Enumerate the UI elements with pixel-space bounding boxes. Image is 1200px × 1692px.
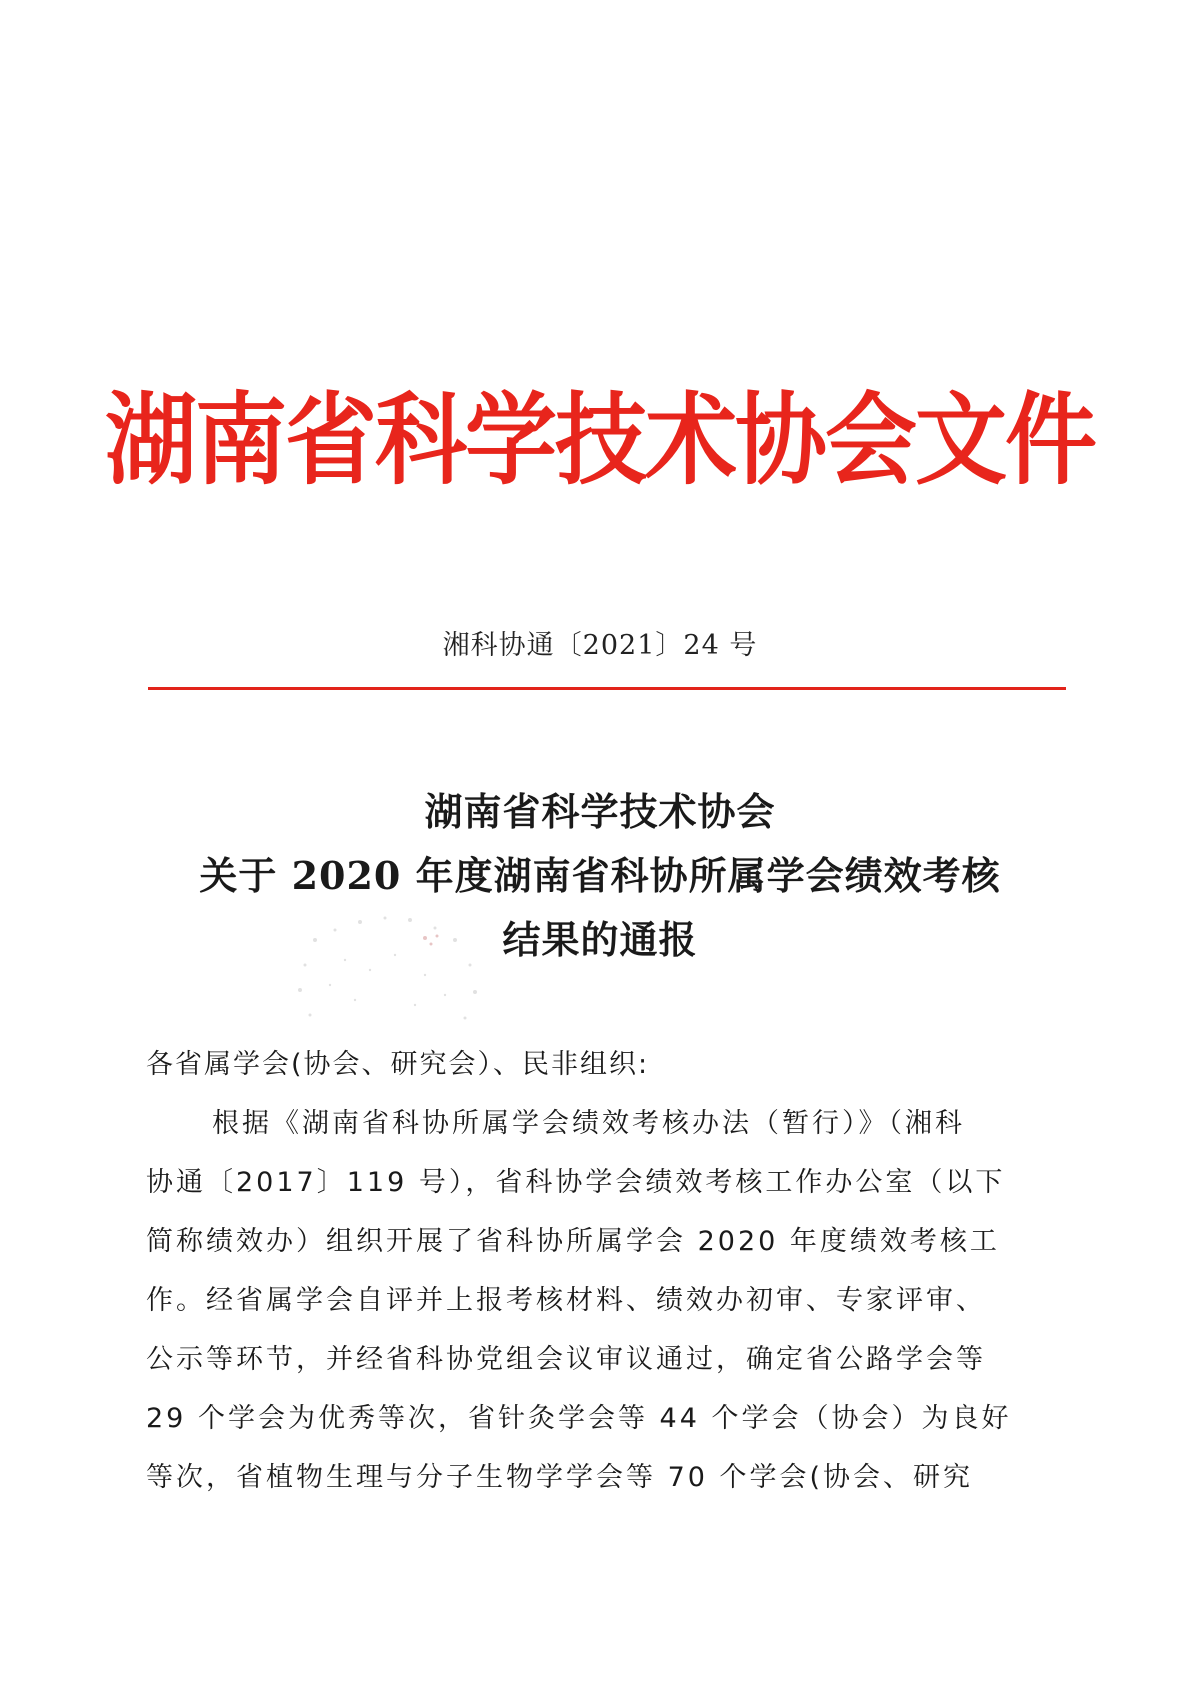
title-line-1: 湖南省科学技术协会: [424, 789, 776, 834]
salutation: 各省属学会(协会、研究会）、民非组织:: [146, 1049, 650, 1080]
body-line: 作。经省属学会自评并上报考核材料、绩效办初审、专家评审、: [146, 1285, 986, 1316]
body-line: 等次，省植物生理与分子生物学学会等 70 个学会(协会、研究: [146, 1462, 974, 1493]
body-line: 29 个学会为优秀等次，省针灸学会等 44 个学会（协会）为良好: [146, 1403, 1012, 1434]
body-line: 简称绩效办）组织开展了省科协所属学会 2020 年度绩效考核工: [146, 1226, 1000, 1257]
body-text: [146, 1035, 1066, 1507]
title-line-3: 结果的通报: [502, 917, 698, 962]
body-line: 根据《湖南省科协所属学会绩效考核办法（暂行）》（湘科: [212, 1108, 965, 1139]
body-line: 公示等环节，并经省科协党组会议审议通过，确定省公路学会等: [146, 1344, 986, 1375]
body-line: 协通〔2017〕119 号），省科协学会绩效考核工作办公室（以下: [146, 1167, 1006, 1198]
letterhead-title: 湖南省科学技术协会文件: [104, 381, 1095, 499]
document-title: [0, 780, 1200, 972]
red-divider-rule: [148, 687, 1066, 690]
title-line-2: 关于 2020 年度湖南省科协所属学会绩效考核: [199, 853, 1001, 898]
document-number: 湘科协通〔2021〕24 号: [442, 630, 758, 661]
